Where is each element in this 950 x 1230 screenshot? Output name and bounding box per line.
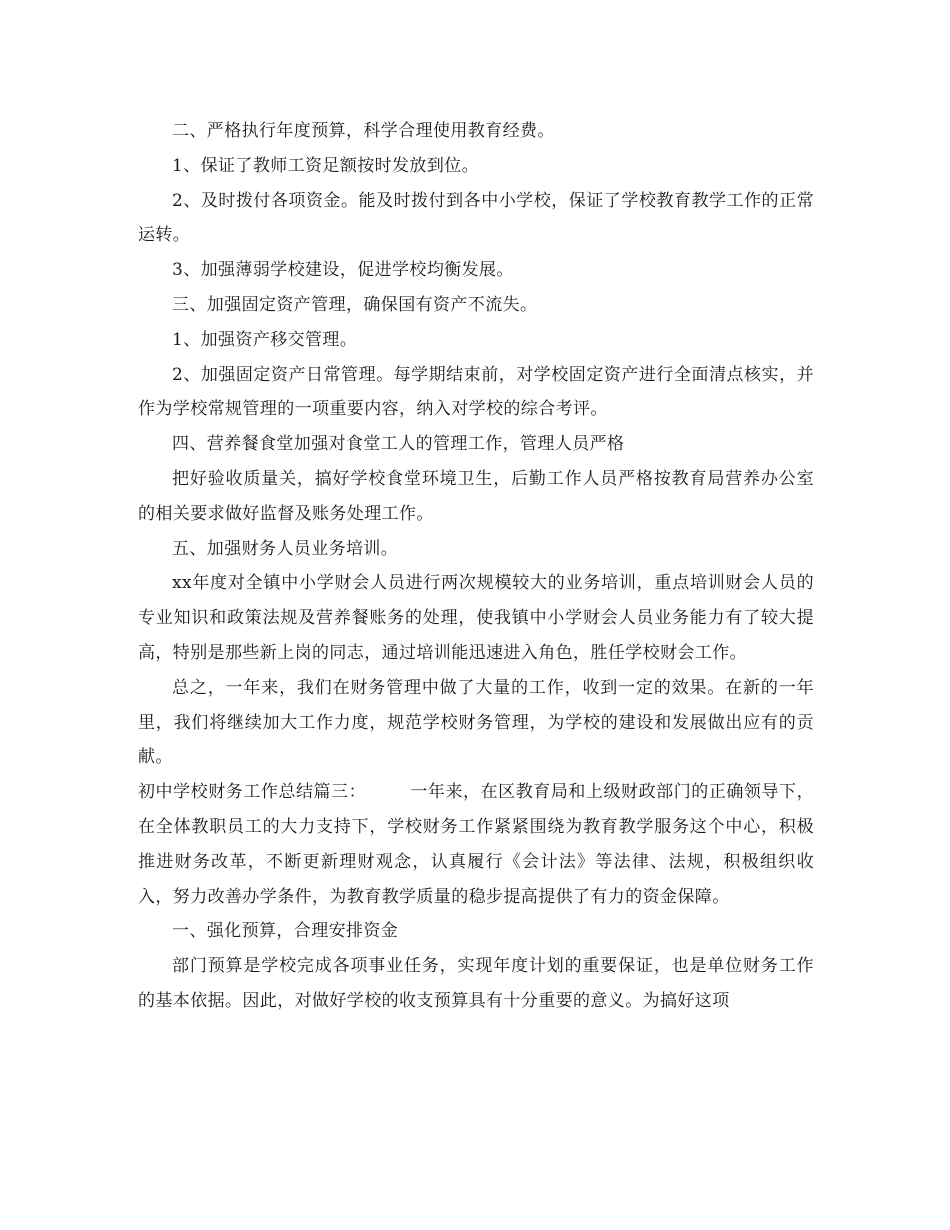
paragraph-3: 2、及时拨付各项资金。能及时拨付到各中小学校，保证了学校教育教学工作的正常运转。 bbox=[138, 190, 814, 246]
paragraph-13: 初中学校财务工作总结篇三： 一年来，在区教育局和上级财政部门的正确领导下，在全体教职员工的大力支持下，学校财务工作紧紧围绕为教育教学服务这个中心，积极推进财务改革，不断更新理财观念，认真履行《会计法》等法律、法规，积极组织收入，努力改善办学条件，为教育教学质量的稳步提高提供了有力的资金保障。 bbox=[138, 782, 814, 907]
paragraph-8: 四、营养餐食堂加强对食堂工人的管理工作，管理人员严格 bbox=[172, 434, 625, 455]
paragraph-10: 五、加强财务人员业务培训。 bbox=[172, 538, 399, 559]
paragraph-2: 1、保证了教师工资足额按时发放到位。 bbox=[172, 155, 480, 176]
paragraph-4: 3、加强薄弱学校建设，促进学校均衡发展。 bbox=[172, 260, 514, 281]
paragraph-6: 1、加强资产移交管理。 bbox=[172, 329, 358, 350]
paragraph-9: 把好验收质量关，搞好学校食堂环境卫生，后勤工作人员严格按教育局营养办公室的相关要求做好监督及账务处理工作。 bbox=[138, 468, 814, 524]
document-body bbox=[138, 114, 814, 1019]
paragraph-12: 总之，一年来，我们在财务管理中做了大量的工作，收到一定的效果。在新的一年里，我们将继续加大工作力度，规范学校财务管理，为学校的建设和发展做出应有的贡献。 bbox=[138, 677, 814, 768]
paragraph-11: xx年度对全镇中小学财会人员进行两次规模较大的业务培训，重点培训财会人员的专业知识和政策法规及营养餐账务的处理，使我镇中小学财会人员业务能力有了较大提高，特别是那些新上岗的同志，通过培训能迅速进入角色，胜任学校财会工作。 bbox=[138, 573, 814, 663]
paragraph-7: 2、加强固定资产日常管理。每学期结束前，对学校固定资产进行全面清点核实，并作为学校常规管理的一项重要内容，纳入对学校的综合考评。 bbox=[138, 364, 814, 420]
paragraph-1: 二、严格执行年度预算，科学合理使用教育经费。 bbox=[172, 121, 555, 141]
paragraph-14: 一、强化预算，合理安排资金 bbox=[172, 921, 399, 942]
paragraph-5: 三、加强固定资产管理，确保国有资产不流失。 bbox=[172, 294, 538, 315]
paragraph-15: 部门预算是学校完成各项事业任务，实现年度计划的重要保证，也是单位财务工作的基本依据。因此，对做好学校的收支预算具有十分重要的意义。为搞好这项 bbox=[138, 956, 814, 1011]
